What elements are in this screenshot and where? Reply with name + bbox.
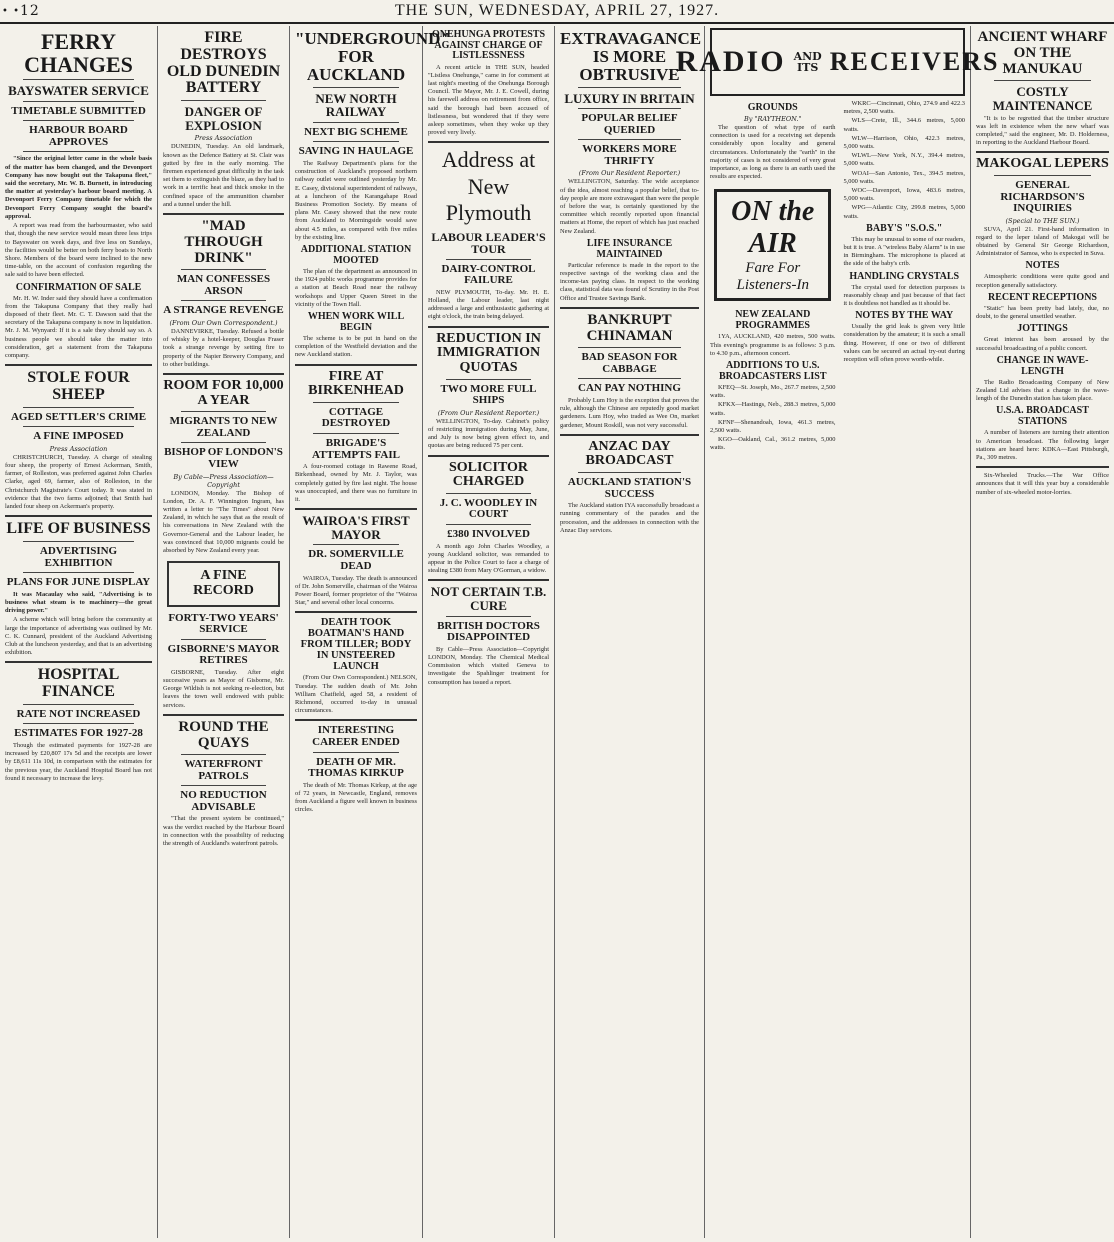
- logo-and-2: ITS: [797, 61, 819, 74]
- list-item: WOAI—San Antonio, Tex., 394.5 metres, 5,000 watts.: [843, 169, 965, 185]
- paragraph: LONDON, Monday. The Bishop of London, Dr. A. F. Winnington Ingram, has written a letter to "The Times" about New Zealand, in which he says that as the result of his conversations in New Zealand with the Governor-General and the Labour leader, he was convinced that 10,000 migrants could be absorbed by New Zealand every year.: [163, 489, 284, 554]
- subhead-380: £380 INVOLVED: [447, 528, 530, 541]
- radio-subcolumn-right: [843, 100, 965, 454]
- subhead-advertising: ADVERTISING EXHIBITION: [39, 545, 118, 569]
- address-line-2: New Plymouth: [445, 173, 532, 226]
- paragraph: Though the estimated payments for 1927-28 are increased by £20,807 17s 5d and the receipts are lower by £8,611 11s 10d, in comparison with the estimates for the previous year, the Auckland Hospital Board has not found it necessary to increase the levy.: [5, 742, 152, 782]
- subhead-plans: PLANS FOR JUNE DISPLAY: [6, 576, 151, 589]
- fine-record-box: [167, 561, 280, 606]
- paragraph: GISBORNE, Tuesday. After eight successive years as Mayor of Gisborne, Mr. George Wildish is not seeking re-election, but leaves the town well endowed with public services.: [163, 668, 284, 709]
- address-line-1: Address at: [441, 147, 536, 173]
- radio-columns: [710, 100, 965, 454]
- subhead-kirkup: DEATH OF MR. THOMAS KIRKUP: [308, 755, 404, 780]
- paragraph: WAIROA, Tuesday. The death is announced of Dr. John Somerville, chairman of the Wairoa Power Board, former proprietor of the "Wairoa Star," and several other local concerns.: [295, 574, 417, 607]
- credit: (From Our Resident Reporter.): [437, 408, 540, 417]
- paragraph: A four-roomed cottage in Rawene Road, Birkenhead, owned by Mr. J. Taylor, was completely gutted by fire last night. The house was unoccupied, and there was no furniture in it.: [295, 463, 417, 503]
- subhead-cottage: COTTAGE DESTROYED: [321, 405, 391, 430]
- subhead-bishop: BISHOP OF LONDON'S VIEW: [164, 446, 283, 471]
- column-5: [555, 26, 705, 1238]
- paragraph: The crystal used for detection purposes is reasonably cheap and just because of that fact it is doubtless not handled as it should be.: [843, 283, 965, 308]
- paragraph: Great interest has been aroused by the successful broadcasting of a public concert.: [976, 336, 1109, 352]
- list-item: KFKX—Hastings, Neb., 288.3 metres, 5,000 watts.: [710, 401, 836, 417]
- byline: By "RAYTHEON.": [743, 115, 802, 123]
- headline-wharf: ANCIENT WHARF ON THE MANUKAU: [977, 29, 1108, 77]
- subhead-station-success: AUCKLAND STATION'S SUCCESS: [567, 476, 692, 500]
- list-item: WLWL—New York, N.Y., 394.4 metres, 5,000 watts.: [843, 152, 965, 168]
- page-number: 12: [20, 3, 40, 19]
- headline-onehunga: ONEHUNGA PROTESTS AGAINST CHARGE OF LISTLESSNESS: [431, 29, 546, 61]
- subhead-rate: RATE NOT INCREASED: [16, 707, 141, 720]
- subhead-luxury: LUXURY IN BRITAIN: [564, 90, 695, 106]
- paragraph: The question of what type of earth connection is used for a receiving set depends considerably upon locality and general circumstances. Unfortunately the "earth" in the majority of cases is not considered of very great importance, as long as there is an earth used the results are expected.: [710, 124, 836, 181]
- intro-paragraph: "Since the original letter came in the whole basis of the matter has been changed, and the Devonport Company has now bought out the Takapuna fleet," said the secretary, Mr. W. B. Burnett, in introducing the matter at yesterday's harbour board meeting. A Devonport Ferry Company timetable for which the Devonport Ferry Company sought the board's approval.: [5, 155, 152, 220]
- masthead: [0, 0, 1114, 24]
- address-title: [428, 147, 549, 226]
- subhead-doctors: BRITISH DOCTORS DISAPPOINTED: [437, 619, 540, 644]
- credit: Press Association: [194, 134, 253, 143]
- headline-forty-two: FORTY-TWO YEARS' SERVICE: [168, 611, 279, 636]
- stations-list: [843, 100, 965, 221]
- headline-sheep: STOLE FOUR SHEEP: [27, 369, 130, 403]
- paragraph: Atmospheric conditions were quite good and reception generally satisfactory.: [976, 273, 1109, 289]
- fine-record-title: A FINE RECORD: [193, 568, 254, 598]
- paragraph: A report was read from the harbourmaster, who said that, though the new service would mean three less trips to Bayswater on week days, and five less on Sundays, the facilities would be better on both ferry boats to North Shore. Members of the board were inclined to the new time-table, on the account of confusion regarding the sale said to have been effected.: [5, 222, 152, 279]
- subhead-richardson: GENERAL RICHARDSON'S INQUIRIES: [1000, 179, 1085, 215]
- logo-and: [794, 51, 822, 73]
- paragraph: "That the present system be continued," was the verdict reached by the Harbour Board in connection with the possibility of reducing the strength of Auckland's waterfront patrols.: [163, 815, 284, 848]
- list-item: KFNF—Shenandoah, Iowa, 461.3 metres, 2,500 watts.: [710, 418, 836, 435]
- column-6: [675, 26, 1000, 1238]
- paragraph: The plan of the department as announced in the 1924 public works programme provides for a station at Beach Road near the railway workshops and Upper Queen Street in the vicinity of the Town Hall.: [295, 267, 417, 308]
- subhead-wave: CHANGE IN WAVE-LENGTH: [996, 354, 1089, 377]
- masthead-dots: • •: [2, 5, 20, 17]
- paragraph: The Railway Department's plans for the construction of Auckland's proposed northern railway outlet were outlined yesterday by Mr. E. Casey, divisional superintendent of railways, at a luncheon of the Karangahape Road Business Promotion Society. By means of plans Mr. Casey showed that the new route from Auckland to Morningside would save about 4.5 miles, as compared with five miles by the existing line.: [295, 159, 417, 241]
- on-the-air-subtitle: Fare For Listeners-In: [736, 260, 809, 294]
- paragraph: Usually the grid leak is given very little consideration by the amateur; it is such a small thing. However, if one or two of different values can be secured an actual try-out during reception will often prove worth-while.: [843, 323, 965, 364]
- subhead-gisborne: GISBORNE'S MAYOR RETIRES: [167, 642, 280, 667]
- list-item: WOC—Davenport, Iowa, 483.6 metres, 5,000 watts.: [843, 187, 965, 203]
- subhead-woodley: J. C. WOODLEY IN COURT: [439, 496, 538, 521]
- column-7: [971, 26, 1114, 1238]
- subhead-brigade: BRIGADE'S ATTEMPTS FAIL: [312, 437, 400, 461]
- masthead-title: THE SUN, WEDNESDAY, APRIL 27, 1927.: [394, 2, 720, 19]
- article-body: [5, 155, 152, 279]
- subhead-additions: ADDITIONS TO U.S. BROADCASTERS LIST: [718, 360, 827, 383]
- headline-career: INTERESTING CAREER ENDED: [312, 724, 400, 748]
- subhead-dairy: DAIRY-CONTROL FAILURE: [441, 262, 536, 287]
- subhead-scheme: NEXT BIG SCHEME: [304, 125, 408, 138]
- headline-underground: "UNDERGROUND" FOR AUCKLAND: [295, 29, 450, 84]
- subhead-patrols: WATERFRONT PATROLS: [184, 758, 263, 782]
- quote-paragraph: It was Macaulay who said, "Advertising is to business what steam is to machinery—the great driving power.": [5, 590, 152, 615]
- paragraph: Particular reference is made in the report to the respective savings of the working class and the income-tax paying class. In respect to the working class, statistical data was found of Scrutiny in the Post Office and Trustee Savings Bank.: [560, 261, 699, 302]
- paragraph: The Auckland station IYA successfully broadcast a running commentary of the parades and the procession, and the addresses in connection with the Anzac Day services.: [560, 502, 699, 534]
- headline-birkenhead: FIRE AT BIRKENHEAD: [308, 368, 404, 399]
- subhead-notes: NOTES: [1025, 260, 1060, 272]
- subhead-grounds: GROUNDS: [747, 102, 798, 113]
- credit: (From Our Own Correspondent.): [169, 318, 278, 327]
- subhead-crystals: HANDLING CRYSTALS: [849, 270, 960, 282]
- subhead-maintenance: COSTLY MAINTENANCE: [992, 84, 1093, 113]
- subhead-explosion: DANGER OF EXPLOSION: [184, 104, 263, 133]
- paragraph: The Radio Broadcasting Company of New Zealand Ltd advises that a change in the wave-length of the Dunedin station has taken place.: [976, 378, 1109, 403]
- list-item: WPG—Atlantic City, 299.8 metres, 5,000 watts.: [843, 204, 965, 220]
- subhead-recent: RECENT RECEPTIONS: [987, 291, 1097, 303]
- headline-immigration: REDUCTION IN IMMIGRATION QUOTAS: [436, 330, 541, 375]
- paragraph: This may be unusual to some of our readers, but it is true. A "wireless Baby Alarm" is in use in Birmingham. The microphone is placed at the side of the baby's crib.: [843, 235, 965, 268]
- paragraph: The scheme is to be put in hand on the completion of the Westfield deviation and the new Auckland station.: [295, 334, 417, 359]
- headline-tb: NOT CERTAIN T.B. CURE: [430, 584, 547, 614]
- on-the-air-title: ON the AIR: [731, 196, 815, 260]
- subhead-work: WHEN WORK WILL BEGIN: [307, 310, 405, 333]
- paragraph: A recent article in THE SUN, headed "Listless Onehunga," came in for comment at last night's meeting of the Onehunga Borough Council. The Mayor, Mr. J. E. Cowell, during his farewell address on retirement from office, said the borough had been accused of listlessness, but wondered that if they were asleep sometimes, when they woke up they proved very lively.: [428, 63, 549, 137]
- headline-wairoa: WAIROA'S FIRST MAYOR: [302, 513, 410, 542]
- subhead-arson: MAN CONFESSES ARSON: [176, 273, 271, 297]
- headline-solicitor: SOLICITOR CHARGED: [448, 459, 529, 490]
- credit: Press Association: [49, 444, 108, 453]
- logo-word-radio: RADIO: [675, 45, 786, 78]
- on-the-air-box: [714, 189, 831, 301]
- subhead-harbour: HARBOUR BOARD APPROVES: [29, 124, 128, 148]
- subhead-usa: U.S.A. BROADCAST STATIONS: [996, 405, 1089, 428]
- subhead-reduction: NO REDUCTION ADVISABLE: [180, 789, 267, 813]
- radio-subcolumn-left: [710, 100, 835, 454]
- credit: (From Our Resident Reporter.): [578, 169, 681, 178]
- headline-quays: ROUND THE QUAYS: [178, 718, 269, 751]
- headline-fire-dunedin: FIRE DESTROYS OLD DUNEDIN BATTERY: [166, 29, 281, 97]
- radio-logo: [675, 28, 1000, 96]
- headline-hospital: HOSPITAL FINANCE: [37, 666, 120, 701]
- headline-room: ROOM FOR 10,000 A YEAR: [163, 378, 284, 408]
- subhead-revenge: A STRANGE REVENGE: [163, 304, 284, 317]
- list-item: KGO—Oakland, Cal., 361.2 metres, 5,000 watts.: [710, 436, 836, 452]
- paragraph: A scheme which will bring before the community at large the importance of advertising was outlined by Mr. C. K. Cunnard, president of the Auckland Advertising Club at the luncheon yesterday, and that is an advertising exhibition.: [5, 616, 152, 657]
- paragraph: "It is to be regretted that the timber structure was left in existence when the new wharf was completed," said the engineer, Mr. D. Holderness, in reporting to the Auckland Harbour Board.: [976, 114, 1109, 147]
- paragraph: A month ago John Charles Woodley, a young Auckland solicitor, was remanded to appear in the Police Court to face a charge of stealing £380 from Mary O'Gorman, a widow.: [428, 542, 549, 575]
- subhead-timetable: TIMETABLE SUBMITTED: [11, 104, 146, 117]
- headline-ferry: FERRY CHANGES: [24, 29, 133, 78]
- paragraph: Six-Wheeled Trucks.—The War Office announces that it will this year buy a considerable number of six-wheeled motor-lorries.: [976, 472, 1109, 496]
- paragraph: WELLINGTON, To-day. Cabinet's policy of restricting immigration during May, June, and July is now being given effect to, and quotas are being reduced 75 per cent.: [428, 417, 549, 450]
- subhead-confirmation: CONFIRMATION OF SALE: [15, 281, 142, 293]
- headline-chinaman: BANKRUPT CHINAMAN: [586, 311, 673, 344]
- credit: (Special to THE SUN.): [1005, 216, 1080, 225]
- subhead-haulage: SAVING IN HAULAGE: [298, 145, 414, 158]
- column-2: [158, 26, 290, 1238]
- subhead-cabbage: BAD SEASON FOR CABBAGE: [581, 351, 678, 375]
- column-1: [0, 26, 158, 1238]
- subhead-belief: POPULAR BELIEF QUERIED: [581, 112, 678, 136]
- headline-boatman: DEATH TOOK BOATMAN'S HAND FROM TILLER; BODY IN UNSTEERED LAUNCH: [300, 617, 412, 673]
- headline-life: LIFE OF BUSINESS: [6, 520, 151, 538]
- paragraph: NEW PLYMOUTH, To-day. Mr. H. E. Holland, the Labour leader, last night addressed a large and enthusiastic gathering at eight o'clock, the train being delayed.: [428, 288, 549, 321]
- column-3: [290, 26, 450, 1238]
- column-4: [423, 26, 555, 1238]
- logo-word-receivers: RECEIVERS: [829, 47, 1000, 76]
- subhead-settler: AGED SETTLER'S CRIME: [10, 410, 147, 423]
- paragraph: The death of Mr. Thomas Kirkup, at the age of 72 years, in Newcastle, England, removes from Auckland a figure well known in business circles.: [295, 781, 417, 814]
- paragraph: (From Our Own Correspondent.) NELSON, Tuesday. The sudden death of Mr. John William Chatfield, aged 58, a resident of Richmond, occurred to-day in unusual circumstances.: [295, 674, 417, 715]
- paragraph: DUNEDIN, Tuesday. An old landmark, known as the Defence Battery at St. Clair was gutted by fire in the early morning. The firemen experienced great difficulty in the task set them to extinguish the blaze, as they had to work in a terrific heat and thick smoke in the confined space of the ammunition chamber and a tunnel under the hill.: [163, 143, 284, 208]
- list-item: KFEQ—St. Joseph, Mo., 267.7 metres, 2,500 watts.: [710, 384, 836, 400]
- logo-and-1: AND: [793, 50, 822, 63]
- subhead-thrifty: WORKERS MORE THRIFTY: [582, 143, 677, 167]
- headline-anzac: ANZAC DAY BROADCAST: [585, 438, 674, 469]
- subhead-jottings: JOTTINGS: [1017, 323, 1068, 335]
- headline-extravagance: EXTRAVAGANCE IS MORE OBTRUSIVE: [560, 29, 702, 84]
- subhead-notes-way: NOTES BY THE WAY: [855, 310, 954, 322]
- headline-mad-drink: "MAD THROUGH DRINK": [184, 218, 263, 266]
- headline-labour: LABOUR LEADER'S TOUR: [431, 229, 546, 257]
- paragraph: "Static" has been pretty bad lately, due, no doubt, to the general unsettled weather.: [976, 304, 1109, 321]
- subhead-fine: A FINE IMPOSED: [33, 430, 124, 443]
- paragraph: DANNEVIRKE, Tuesday. Refused a bottle of whisky by a hotel-keeper, Douglas Fraser took a strange revenge by setting fire to property of the Napier Brewery Company, and to other buildings.: [163, 327, 284, 368]
- subhead-baby: BABY'S "S.O.S.": [866, 222, 943, 234]
- paragraph: 1YA, AUCKLAND, 420 metres, 500 watts. This evening's programme is as follows: 3 p.m. to 4.30 p.m., afternoon concert.: [710, 333, 836, 357]
- subhead-estimates: ESTIMATES FOR 1927-28: [14, 727, 143, 740]
- headline-lepers: MAKOGAL LEPERS: [976, 156, 1109, 172]
- subhead-railway: NEW NORTH RAILWAY: [315, 90, 397, 120]
- subhead-ships: TWO MORE FULL SHIPS: [440, 382, 537, 407]
- paragraph: WELLINGTON, Saturday. The wide acceptance of the idea, almost reaching a popular belief, that to-day people are more extravagant than were the people of before the war, is certainly questioned by the committee which recently reported upon financial matters at Home, the report of which has just reached New Zealand.: [560, 178, 699, 235]
- paragraph: A number of listeners are turning their attention to American broadcast. The following larger stations are heard here: KDKA—East Pittsburgh, Pa., 309 metres.: [976, 429, 1109, 461]
- credit: By Cable—Press Association—Copyright: [173, 472, 274, 489]
- additions-list: [710, 384, 835, 453]
- subhead-nothing: CAN PAY NOTHING: [578, 382, 681, 395]
- paragraph: Probably Lum Hoy is the exception that proves the rule, although the Chinese are reputedly good market gardeners. Lum Hoy, who traded as Wee On, market gardener, Mount Roskill, was not very successful.: [560, 396, 699, 429]
- subhead-nz-programmes: NEW ZEALAND PROGRAMMES: [735, 309, 811, 332]
- subhead-insurance: LIFE INSURANCE MAINTAINED: [586, 237, 673, 260]
- paragraph: By Cable—Press Association—Copyright LONDON, Monday. The Chemical Medical Commission which visited Geneva to investigate the Spahlinger treatment for consumption has issued a report.: [428, 645, 549, 686]
- list-item: WLW—Harrison, Ohio, 422.3 metres, 5,000 watts.: [843, 134, 965, 151]
- paragraph: SUVA, April 21. First-hand information in regard to the leper island of Makogai will be obtained by General Sir George Richardson, Administrator of Samoa, who is expected in Suva.: [976, 225, 1109, 258]
- paragraph: CHRISTCHURCH, Tuesday. A charge of stealing four sheep, the property of Ernest Ackerman, Smith, farmer, of Rolleston, was preferred against John Charles Clarke, aged 69, farmer, also of Rolleston, in the Christchurch Magistrate's Court today. It was stated in evidence that the two farms adjoined; that Smith had landed four sheep on Ackerman's property.: [5, 453, 152, 511]
- paragraph: Mr. H. W. Inder said they should have a confirmation from the Takapuna Company that they really had disposed of their fleet. Mr. C. T. Dawson said that the secretary of the Takapuna company is now in liquidation. Mr. J. M. Wynyard: If it is a sale they should say so. A business people we should take the matter into consideration, get a statement from the Takapuna company.: [5, 294, 152, 359]
- list-item: WLS—Crete, Ill., 344.6 metres, 5,000 watts.: [843, 117, 965, 133]
- subhead-station: ADDITIONAL STATION MOOTED: [300, 243, 412, 266]
- subhead-migrants: MIGRANTS TO NEW ZEALAND: [169, 415, 278, 439]
- subhead-bayswater: BAYSWATER SERVICE: [8, 83, 149, 99]
- list-item: WKRC—Cincinnati, Ohio, 274.9 and 422.3 metres, 2,500 watts.: [843, 100, 965, 116]
- subhead-somerville: DR. SOMERVILLE DEAD: [308, 548, 404, 572]
